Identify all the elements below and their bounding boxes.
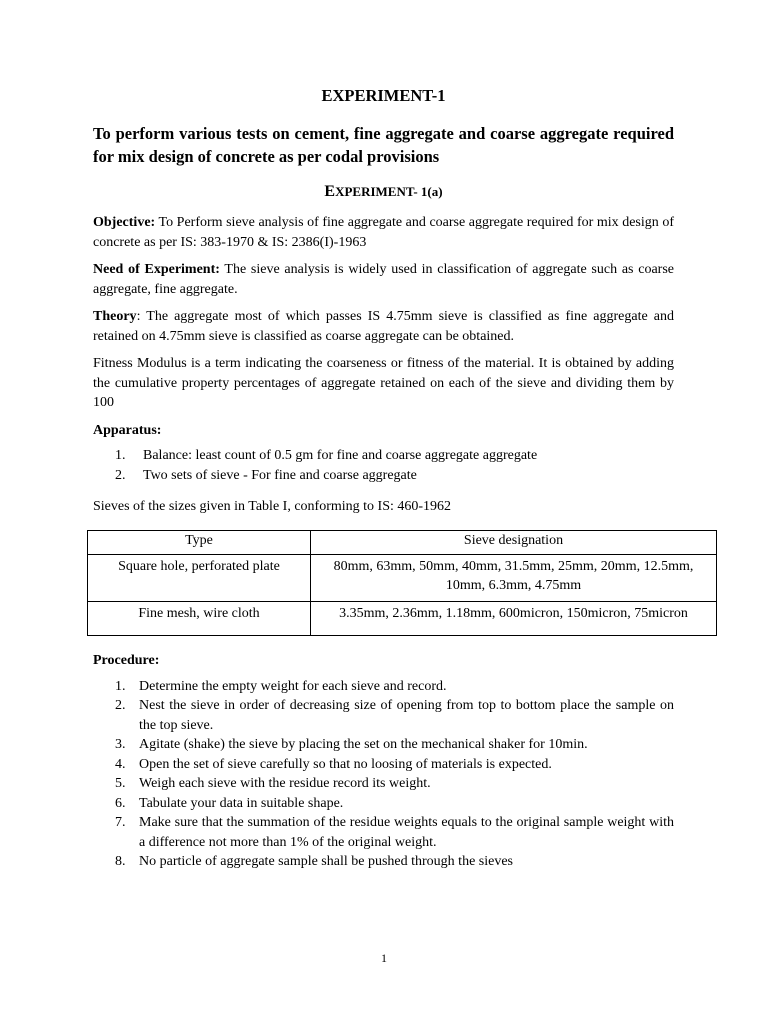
objective-text: To Perform sieve analysis of fine aggregate and coarse aggregate required for mix design of concrete as per IS: 383-1970 & IS: 2386(I)-1963 xyxy=(93,215,674,250)
list-item xyxy=(93,774,674,794)
list-item-text: Open the set of sieve carefully so that no loosing of materials is expected. xyxy=(139,756,552,772)
table-cell: Square hole, perforated plate xyxy=(88,554,311,601)
list-item-number: 1. xyxy=(115,678,126,694)
table-cell: 80mm, 63mm, 50mm, 40mm, 31.5mm, 25mm, 20mm, 12.5mm, 10mm, 6.3mm, 4.75mm xyxy=(311,554,717,601)
fitness-paragraph: Fitness Modulus is a term indicating the coarseness or fitness of the material. It is obtained by adding the cumulative property percentages of aggregate retained on each of the sieve and dividing them by 100 xyxy=(93,356,674,410)
list-item-number: 2. xyxy=(115,467,126,483)
list-item xyxy=(93,677,674,697)
procedure-section xyxy=(93,651,674,882)
table-row xyxy=(88,601,717,636)
list-item-text: Nest the sieve in order of decreasing size of opening from top to bottom place the sample on the top sieve. xyxy=(139,698,674,733)
table-row xyxy=(88,554,717,601)
need-label: Need of Experiment: xyxy=(93,262,220,277)
list-item-text: Weigh each sieve with the residue record its weight. xyxy=(139,776,431,791)
list-item-number: 2. xyxy=(115,698,126,713)
objective-paragraph xyxy=(93,213,674,252)
list-item-text: Two sets of sieve - For fine and coarse aggregate xyxy=(143,467,417,483)
list-item-number: 6. xyxy=(115,795,126,811)
subheading-initial: E xyxy=(324,182,336,200)
list-item-number: 7. xyxy=(115,815,126,830)
theory-paragraph xyxy=(93,307,674,346)
list-item-text: Tabulate your data in suitable shape. xyxy=(139,795,344,811)
need-paragraph xyxy=(93,260,674,299)
subheading-rest: XPERIMENT xyxy=(335,183,414,199)
document-subtitle: To perform various tests on cement, fine aggregate and coarse aggregate required for mix design of concrete as per codal provisions xyxy=(93,123,674,166)
list-item-text: Agitate (shake) the sieve by placing the set on the mechanical shaker for 10min. xyxy=(139,737,588,752)
table-header-type: Type xyxy=(88,531,311,555)
sieve-table xyxy=(87,530,717,636)
procedure-heading: Procedure: xyxy=(93,653,160,668)
list-item xyxy=(93,466,674,486)
list-item-number: 4. xyxy=(115,756,126,772)
list-item xyxy=(93,813,674,852)
list-item-number: 1. xyxy=(115,448,126,463)
list-item-text: Determine the empty weight for each sieve and record. xyxy=(139,678,447,694)
list-item-text: Balance: least count of 0.5 gm for fine and coarse aggregate aggregate xyxy=(143,448,538,463)
table-cell: Fine mesh, wire cloth xyxy=(88,601,311,636)
list-item xyxy=(93,794,674,814)
list-item-number: 8. xyxy=(115,854,126,869)
sieves-intro: Sieves of the sizes given in Table I, conforming to IS: 460-1962 xyxy=(93,499,452,514)
need-text: The sieve analysis is widely used in classification of aggregate such as coarse aggregate, fine aggregate. xyxy=(93,262,674,297)
list-item-text: Make sure that the summation of the residue weights equals to the original sample weight with a difference not more than 1% of the original weight. xyxy=(139,815,674,850)
subheading-suffix: - 1(a) xyxy=(413,183,443,199)
apparatus-heading: Apparatus: xyxy=(93,422,162,438)
list-item-text: No particle of aggregate sample shall be pushed through the sieves xyxy=(139,854,513,869)
list-item xyxy=(93,852,674,872)
list-item xyxy=(93,696,674,735)
list-item xyxy=(93,446,674,466)
list-item-number: 3. xyxy=(115,737,126,752)
theory-text: : The aggregate most of which passes IS 4.75mm sieve is classified as fine aggregate and retained on 4.75mm sieve is classified as coarse aggregate can be obtained. xyxy=(93,309,674,344)
theory-label: Theory xyxy=(93,309,137,324)
list-item xyxy=(93,735,674,755)
document-title: EXPERIMENT-1 xyxy=(321,86,446,105)
experiment-subheading xyxy=(93,182,674,202)
objective-label: Objective: xyxy=(93,215,156,230)
page-number: 1 xyxy=(381,951,387,965)
list-item-number: 5. xyxy=(115,776,126,791)
list-item xyxy=(93,755,674,775)
table-header-designation: Sieve designation xyxy=(311,531,717,555)
table-header-row xyxy=(88,531,717,555)
document-body xyxy=(93,86,674,525)
procedure-list xyxy=(93,677,674,872)
table-cell: 3.35mm, 2.36mm, 1.18mm, 600micron, 150micron, 75micron xyxy=(311,601,717,636)
apparatus-list xyxy=(93,446,674,485)
